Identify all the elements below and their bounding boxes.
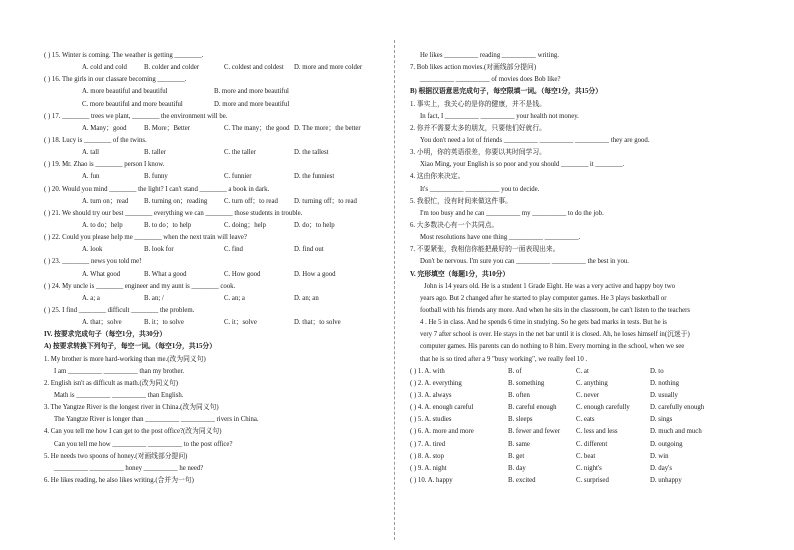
question-line: ( ) 20. Would you mind ________ the light? I can't stand ________ a book in dark. xyxy=(44,185,270,193)
option: D. sings xyxy=(650,416,673,424)
option: C. turn off；to read xyxy=(224,197,278,205)
option: D. the funniest xyxy=(294,173,335,181)
question-line: ( ) 15. Winter is coming. The weather is getting ________. xyxy=(44,52,204,59)
section-heading: A) 按要求转换下列句子，每空一词。（每空1分，共15分） xyxy=(44,343,216,351)
question-line: 6. 大多数决心有一个共同点。 xyxy=(410,221,499,229)
option: ( ) 8. A. stop xyxy=(410,452,444,460)
option: C. night's xyxy=(576,464,602,472)
question-line: ( ) 19. Mr. Zhao is ________ person I know. xyxy=(44,161,165,169)
question-line: 3. 小明，你的英语很差，你要以其时间学习。 xyxy=(410,149,546,157)
option: B. careful enough xyxy=(508,404,557,412)
option: ( ) 9. A. night xyxy=(410,464,447,472)
option: B. often xyxy=(508,391,530,399)
option: C. the taller xyxy=(224,149,256,157)
option: A. tall xyxy=(82,149,99,157)
text-line: that he is so tired after a 9 "busy working", we really feel 10 . xyxy=(420,355,588,363)
text-line: football with his friends any more. And when he sits in the classroom, he can't listen to the teachers xyxy=(420,306,691,314)
option: B. More；Better xyxy=(144,124,191,132)
option: B. taller xyxy=(144,149,166,157)
option: D. that；to solve xyxy=(294,319,341,327)
option: C. eats xyxy=(576,416,595,424)
left-column xyxy=(44,50,384,487)
text-line: Don't be nervous. I'm sure you can __________ __________ the best in you. xyxy=(420,258,629,266)
text-line: It's __________ __________ you to decide. xyxy=(420,185,540,193)
option: B. fewer and fewer xyxy=(508,428,561,436)
text-line: Xiao Ming, your English is so poor and you should ________ it ________. xyxy=(420,161,625,169)
question-line: 3. The Yangtze River is the longest river in China.(改为同义句) xyxy=(44,404,219,412)
option-row xyxy=(410,402,765,414)
option-row xyxy=(44,269,384,281)
option: D. day's xyxy=(650,464,672,472)
question-line: ( ) 23. ________ news you told me! xyxy=(44,258,142,266)
option: B. excited xyxy=(508,476,536,484)
option: D. carefully enough xyxy=(650,404,705,412)
section-heading: B) 根据汉语意思完成句子，每空限填一词。（每空1分，共15分） xyxy=(410,88,603,96)
text-line: I'm too busy and he can __________ my __________ to do the job. xyxy=(420,209,604,217)
option-row xyxy=(44,317,384,329)
text-line: years ago. But 2 changed after he started to play computer games. He 3 plays basketball or xyxy=(420,294,667,302)
question-line: 4. Can you tell me how I can get to the post office?(改为同义句) xyxy=(44,428,222,436)
option: C. at xyxy=(576,367,589,375)
option: ( ) 10. A. happy xyxy=(410,476,453,484)
option: C. never xyxy=(576,391,600,399)
text-line: Math is __________ __________ than English. xyxy=(54,391,184,399)
text-line: John is 14 years old. He is a student 1 Grade Eight. He was a very active and happy boy two xyxy=(424,282,676,290)
option: ( ) 4. A. enough careful xyxy=(410,404,474,412)
option: D. to xyxy=(650,367,664,375)
option: A. a; a xyxy=(82,294,100,302)
option: B. to do；to help xyxy=(144,221,192,229)
option: A. to do；help xyxy=(82,221,123,229)
option: C. The many；the good xyxy=(224,124,290,132)
option: C. surprised xyxy=(576,476,609,484)
option: A. cold and cold xyxy=(82,64,127,72)
option: D. the tallest xyxy=(294,149,329,157)
right-column xyxy=(410,50,765,487)
text-line: You don't need a lot of friends __________ __________ __________ they are good. xyxy=(420,136,650,144)
option: C. beat xyxy=(576,452,596,460)
option: B. funny xyxy=(144,173,168,181)
text-line: __________ __________ honey __________ he need? xyxy=(54,464,204,472)
question-line: 5. 我很忙，没有时间来做这件事。 xyxy=(410,197,512,205)
option: A. more beautiful and beautiful xyxy=(82,88,168,96)
text-line: __________ __________ of movies does Bob like? xyxy=(420,76,561,84)
option: B. colder and colder xyxy=(144,64,200,72)
option: C. coldest and coldest xyxy=(224,64,284,72)
option: ( ) 2. A. everything xyxy=(410,379,462,387)
option: A. Many；good xyxy=(82,124,127,132)
option: D. an; an xyxy=(294,294,319,302)
option: B. something xyxy=(508,379,545,387)
question-line: 1. My brother is more hard-working than me.(改为同义句) xyxy=(44,355,206,363)
option: D. The more；the better xyxy=(294,124,361,132)
option: D. usually xyxy=(650,391,678,399)
option-row xyxy=(44,86,384,98)
column-divider xyxy=(394,40,395,540)
option: B. an; / xyxy=(144,294,164,302)
option: C. more beautiful and more beautiful xyxy=(82,100,183,108)
option: B. it；to solve xyxy=(144,319,184,327)
question-line: 5. He needs two spoons of honey.(对画线部分提问) xyxy=(44,452,188,460)
option-row xyxy=(44,244,384,256)
option-row xyxy=(410,439,765,451)
option-row xyxy=(44,99,384,111)
text-line: very 7 after school is over. He stays in the net bar until it is closed. Ah, he loses himself in(沉迷于) xyxy=(420,331,690,339)
option: C. an; a xyxy=(224,294,245,302)
question-line: ( ) 24. My uncle is ________ engineer and my aunt is ________ cook. xyxy=(44,282,236,290)
option-row xyxy=(44,293,384,305)
question-line: 7. Bob likes action movies.(对画线部分提问) xyxy=(410,64,537,72)
option-row xyxy=(410,475,765,487)
option: D. more and more colder xyxy=(294,64,363,72)
option: C. anything xyxy=(576,379,608,387)
question-line: 7. 不要紧张，我相信你能把最好的一面表现出来。 xyxy=(410,246,560,254)
question-line: ( ) 16. The girls in our classare becoming ________. xyxy=(44,76,187,84)
option: ( ) 1. A. with xyxy=(410,367,445,375)
option: D. win xyxy=(650,452,669,460)
text-line: computer games. His parents can do nothing to 8 him. Every morning in the school, when we see xyxy=(420,343,685,351)
option-row xyxy=(44,220,384,232)
option: D. turning off；to read xyxy=(294,197,357,205)
option: A. What good xyxy=(82,270,121,278)
option-row xyxy=(410,463,765,475)
option-row xyxy=(44,196,384,208)
option: A. turn on；read xyxy=(82,197,129,205)
text-line: 4 . He 5 in class. And he spends 6 time in studying. So he gets bad marks in tests. But he is xyxy=(420,319,667,327)
option: B. same xyxy=(508,440,530,448)
option-row xyxy=(410,426,765,438)
option: D. outgoing xyxy=(650,440,683,448)
option: ( ) 7. A. tired xyxy=(410,440,446,448)
option: D. do；to help xyxy=(294,221,335,229)
question-line: 2. 你并不需要太多的朋友，只要他们好就行。 xyxy=(410,124,546,132)
option: C. doing；help xyxy=(224,221,266,229)
option: D. unhappy xyxy=(650,476,682,484)
option: C. enough carefully xyxy=(576,404,630,412)
option: D. much and much xyxy=(650,428,702,436)
option-row xyxy=(44,147,384,159)
option: B. day xyxy=(508,464,526,472)
text-line: Can you tell me how __________ __________ to the post office? xyxy=(54,440,233,448)
option-row xyxy=(410,414,765,426)
option-row xyxy=(410,366,765,378)
question-line: ( ) 17. ________ trees we plant, ________ the environment will be. xyxy=(44,112,228,120)
option: B. of xyxy=(508,367,522,375)
option: C. it；solve xyxy=(224,319,257,327)
question-line: 4. 这由你来决定。 xyxy=(410,173,465,181)
text-line: Most resolutions have one thing __________ __________. xyxy=(420,234,581,242)
option: ( ) 3. A. always xyxy=(410,391,452,399)
question-line: 6. He likes reading, he also likes writing.(合并为一句) xyxy=(44,476,194,484)
text-line: The Yangtze River is longer than __________ __________ rivers in China. xyxy=(54,416,259,424)
option-row xyxy=(410,451,765,463)
option: D. find out xyxy=(294,246,324,254)
option: ( ) 5. A. studies xyxy=(410,416,452,424)
question-line: ( ) 25. I find ________ difficult ________ the problem. xyxy=(44,306,195,314)
text-line: In fact, I __________ __________ your health not money. xyxy=(420,112,579,120)
question-line: ( ) 22. Could you please help me ________ when the next train will leave? xyxy=(44,234,247,242)
option: A. that；solve xyxy=(82,319,122,327)
question-line: ( ) 21. We should try our best ________ everything we can ________ those students in trouble. xyxy=(44,209,303,217)
option: A. fun xyxy=(82,173,100,181)
option: B. get xyxy=(508,452,525,460)
option: D. How a good xyxy=(294,270,336,278)
option: B. sleeps xyxy=(508,416,533,424)
option: B. What a good xyxy=(144,270,187,278)
text-line: I am __________ __________ than my brother. xyxy=(54,367,185,375)
option: ( ) 6. A. more and more xyxy=(410,428,474,436)
option-row xyxy=(44,123,384,135)
option: C. find xyxy=(224,246,243,254)
section-heading: IV. 按要求完成句子（每空1分，共30分） xyxy=(44,331,167,339)
option: C. different xyxy=(576,440,608,448)
question-line: ( ) 18. Lucy is ________ of the twins. xyxy=(44,136,147,144)
option-row xyxy=(44,171,384,183)
option-row xyxy=(44,62,384,74)
option: C. less and less xyxy=(576,428,618,436)
text-line: He likes __________ reading __________ writing. xyxy=(420,52,559,59)
question-line: 2. English isn't as difficult as math.(改为同义句) xyxy=(44,379,179,387)
option-row xyxy=(410,390,765,402)
option: C. funnier xyxy=(224,173,252,181)
option: B. more and more beautiful xyxy=(214,88,289,96)
option-row xyxy=(410,378,765,390)
option: D. more and more beautiful xyxy=(214,100,290,108)
option: A. look xyxy=(82,246,103,254)
option: D. nothing xyxy=(650,379,680,387)
option: B. look for xyxy=(144,246,174,254)
question-line: 1. 事实上，我关心的是你的健康，并不是钱。 xyxy=(410,100,546,108)
option: C. How good xyxy=(224,270,261,278)
section-heading: V. 完形填空（每题1分，共10分） xyxy=(410,270,510,278)
option: B. turning on；reading xyxy=(144,197,208,205)
